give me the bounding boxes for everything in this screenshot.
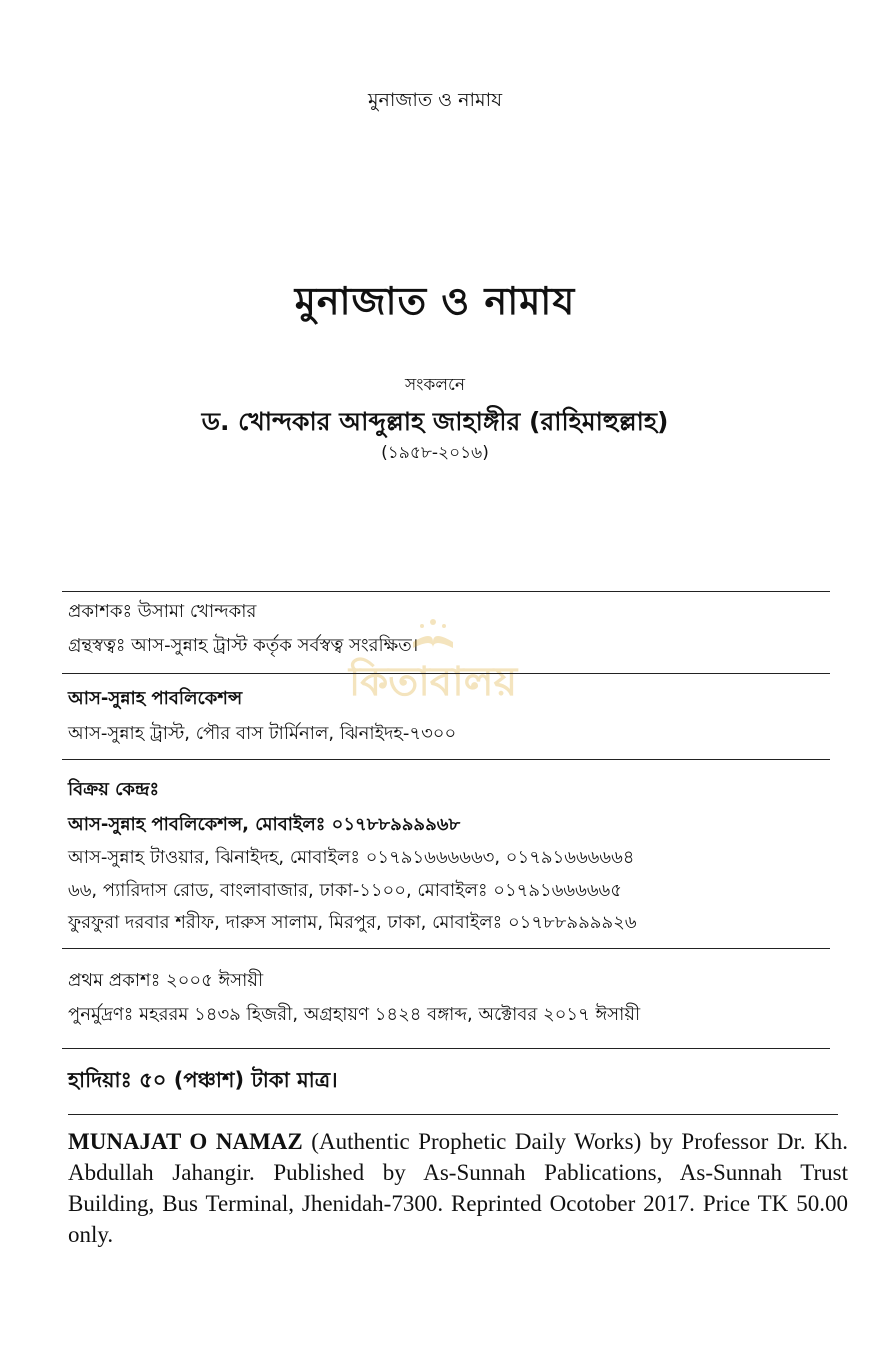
- book-icon: [318, 612, 548, 652]
- first-edition: প্রথম প্রকাশঃ ২০০৫ ঈসায়ী: [68, 970, 264, 991]
- copyright-line: গ্রন্থস্বত্বঃ আস-সুন্নাহ ট্রাস্ট কর্তৃক সর্বস্বত্ব সংরক্ষিত।: [68, 635, 419, 656]
- divider: [62, 759, 830, 760]
- compiled-by-label: সংকলনে: [404, 375, 466, 395]
- watermark-text: কিতাবালয়: [348, 659, 518, 705]
- publication-name: আস-সুন্নাহ পাবলিকেশন্স: [68, 688, 243, 709]
- divider: [62, 673, 830, 674]
- author-years: (১৯৫৮-২০১৬): [381, 443, 489, 463]
- price-line: হাদিয়াঃ ৫০ (পঞ্চাশ) টাকা মাত্র।: [68, 1068, 338, 1092]
- book-title: মুনাজাত ও নামায: [294, 279, 576, 323]
- running-header: মুনাজাত ও নামায: [367, 89, 503, 111]
- author-name: ড. খোন্দকার আব্দুল্লাহ জাহাঙ্গীর (রাহিমাহুল্লাহ): [201, 407, 669, 436]
- reprint-info: পুনর্মুদ্রণঃ মহররম ১৪৩৯ হিজরী, অগ্রহায়ণ ১৪২৪ বঙ্গাব্দ, অক্টোবর ২০১৭ ঈসায়ী: [68, 1004, 641, 1025]
- sales-center: ফুরফুরা দরবার শরীফ, দারুস সালাম, মিরপুর, ঢাকা, মোবাইলঃ ০১৭৮৮৯৯৯৯২৬: [68, 912, 637, 933]
- english-colophon: [68, 1126, 848, 1250]
- publisher-line: প্রকাশকঃ উসামা খোন্দকার: [68, 601, 257, 622]
- divider: [62, 1048, 830, 1049]
- sales-center: আস-সুন্নাহ টাওয়ার, ঝিনাইদহ, মোবাইলঃ ০১৭৯১৬৬৬৬৬৩, ০১৭৯১৬৬৬৬৬৪: [68, 847, 635, 868]
- divider: [62, 948, 830, 949]
- divider: [68, 1114, 838, 1115]
- sales-center: আস-সুন্নাহ পাবলিকেশন্স, মোবাইলঃ ০১৭৮৮৯৯৯৯৬৮: [68, 814, 461, 835]
- sales-center: ৬৬, প্যারিদাস রোড, বাংলাবাজার, ঢাকা-১১০০, মোবাইলঃ ০১৭৯১৬৬৬৬৬৫: [68, 880, 622, 901]
- english-body: (Authentic Prophetic Daily Works) by Professor Dr. Kh. Abdullah Jahangir. Published by As-Sunnah Pablications, As-Sunnah Trust Building, Bus Terminal, Jhenidah-7300. Reprinted Ocotober 2017. Price TK 50.00 only.: [68, 1129, 848, 1247]
- sales-heading: বিক্রয় কেন্দ্রঃ: [68, 779, 160, 800]
- divider: [62, 591, 830, 592]
- publication-address: আস-সুন্নাহ ট্রাস্ট, পৌর বাস টার্মিনাল, ঝিনাইদহ-৭৩০০: [68, 723, 457, 744]
- english-title: MUNAJAT O NAMAZ: [68, 1129, 303, 1154]
